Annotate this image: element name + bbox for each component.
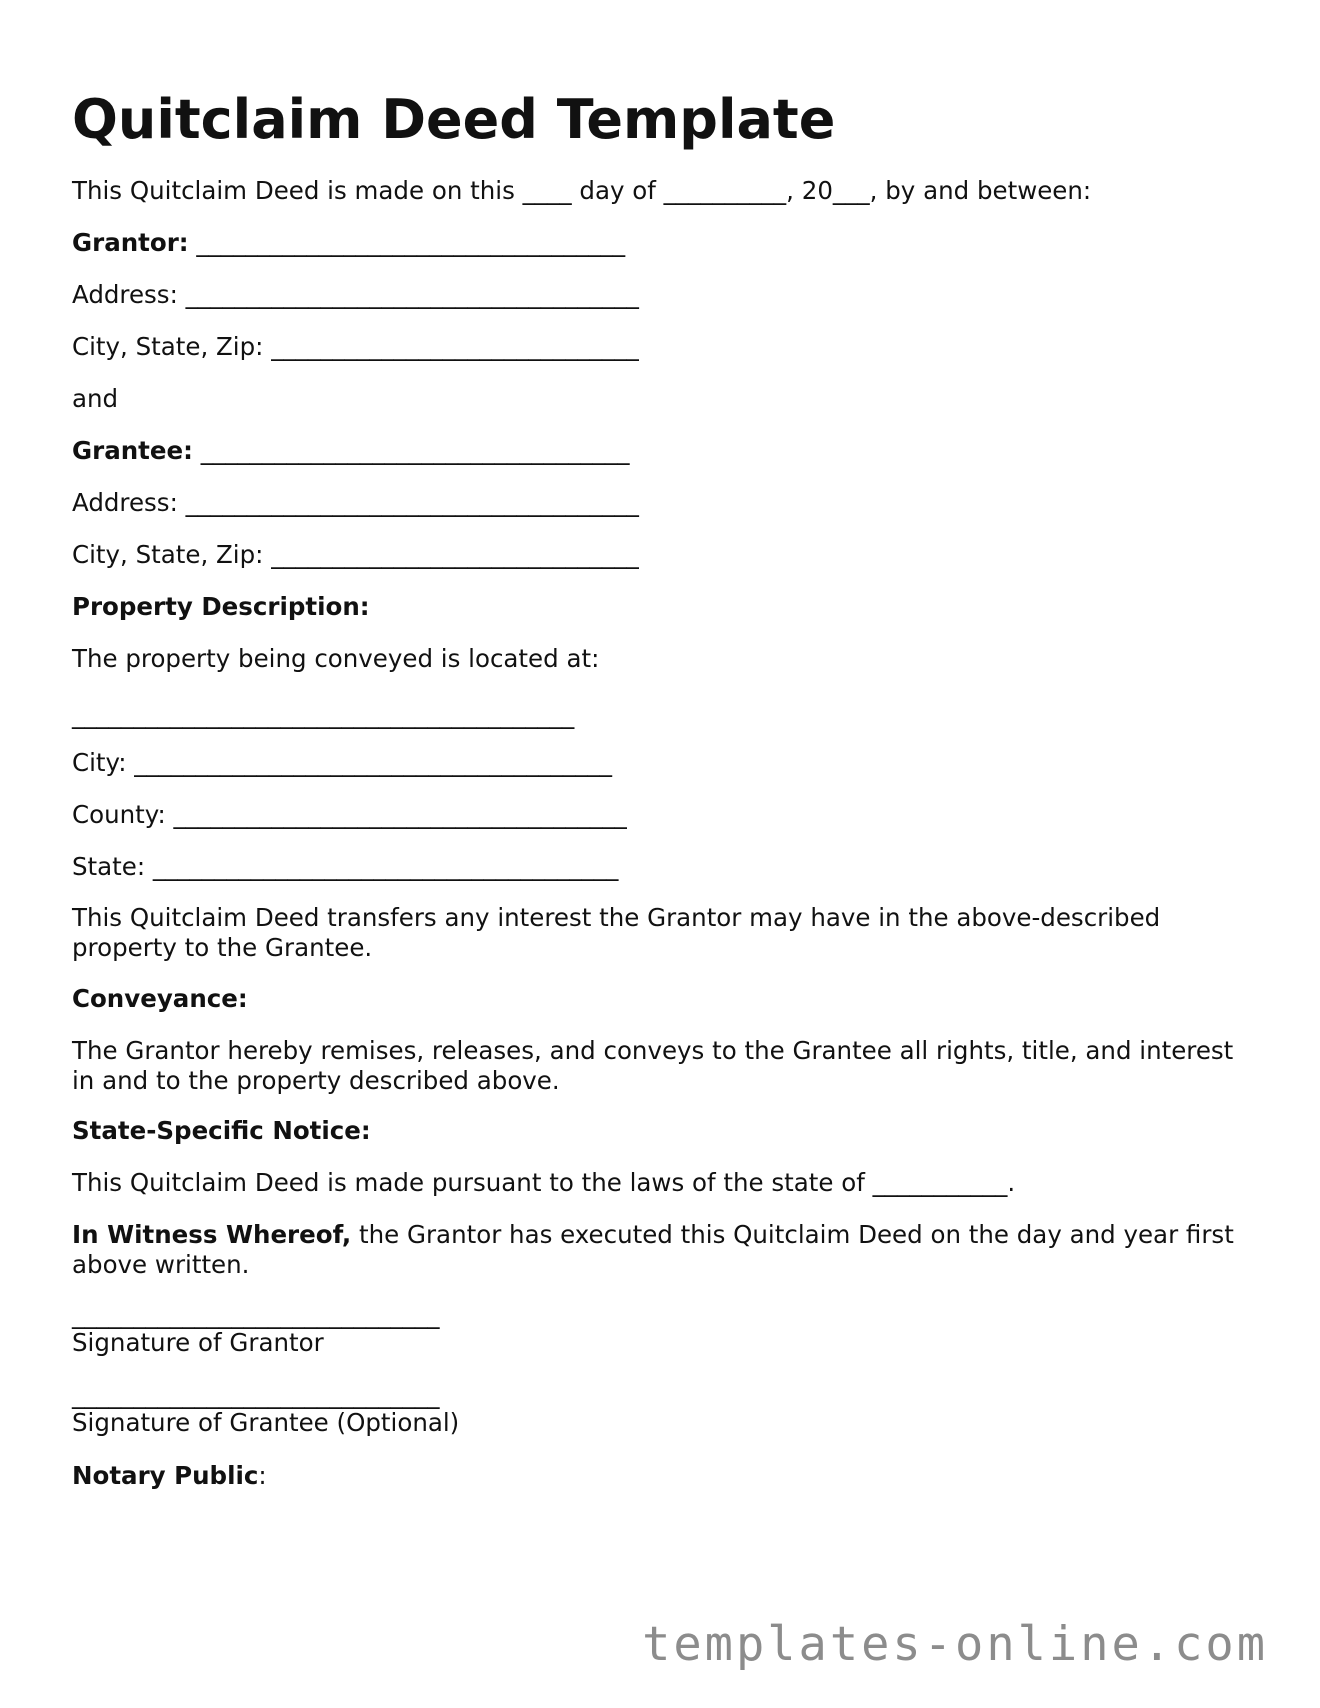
notary-line bbox=[72, 1461, 267, 1491]
grantor-city-state-zip: City, State, Zip: ______________________________ bbox=[72, 332, 639, 361]
transfer-paragraph: This Quitclaim Deed transfers any interest the Grantor may have in the above-described property to the Grantee. bbox=[72, 903, 1161, 962]
grantor-signature-label: Signature of Grantor bbox=[72, 1328, 324, 1357]
property-located-text: The property being conveyed is located at: bbox=[72, 644, 600, 673]
grantor-line bbox=[72, 228, 625, 258]
property-address-blank: _________________________________________ bbox=[72, 700, 575, 729]
intro-line: This Quitclaim Deed is made on this ____ day of __________, 20___, by and between: bbox=[72, 176, 1092, 205]
grantee-name-blank: ___________________________________ bbox=[192, 436, 630, 465]
witness-bold: In Witness Whereof, bbox=[72, 1220, 352, 1249]
and-text: and bbox=[72, 384, 119, 413]
grantor-name-blank: ___________________________________ bbox=[188, 228, 626, 257]
grantor-address: Address: _____________________________________ bbox=[72, 280, 639, 309]
grantee-signature-line: ______________________________ bbox=[72, 1380, 440, 1409]
property-city: City: _______________________________________ bbox=[72, 748, 613, 777]
watermark: templates-online.com bbox=[642, 1617, 1268, 1672]
grantor-signature-line: ______________________________ bbox=[72, 1300, 440, 1329]
state-notice-text: This Quitclaim Deed is made pursuant to the laws of the state of ___________. bbox=[72, 1168, 1016, 1197]
notary-colon: : bbox=[258, 1461, 267, 1490]
grantee-address: Address: _____________________________________ bbox=[72, 488, 639, 517]
property-heading: Property Description: bbox=[72, 592, 370, 621]
grantee-city-state-zip: City, State, Zip: ______________________________ bbox=[72, 540, 639, 569]
grantee-label: Grantee: bbox=[72, 436, 193, 465]
conveyance-paragraph: The Grantor hereby remises, releases, and conveys to the Grantee all rights, title, and interest in and to the property described above. bbox=[72, 1036, 1234, 1095]
state-notice-heading: State-Specific Notice: bbox=[72, 1116, 371, 1145]
witness-paragraph bbox=[72, 1220, 1252, 1280]
property-state: State: ______________________________________ bbox=[72, 852, 619, 881]
witness-text: the Grantor has executed this Quitclaim Deed on the day and year first above written. bbox=[72, 1220, 1234, 1279]
grantor-label: Grantor: bbox=[72, 228, 189, 257]
page-title: Quitclaim Deed Template bbox=[72, 88, 836, 151]
property-county: County: _____________________________________ bbox=[72, 800, 627, 829]
grantee-signature-label: Signature of Grantee (Optional) bbox=[72, 1408, 460, 1437]
grantee-line bbox=[72, 436, 629, 466]
notary-label: Notary Public bbox=[72, 1461, 259, 1490]
conveyance-heading: Conveyance: bbox=[72, 984, 248, 1013]
